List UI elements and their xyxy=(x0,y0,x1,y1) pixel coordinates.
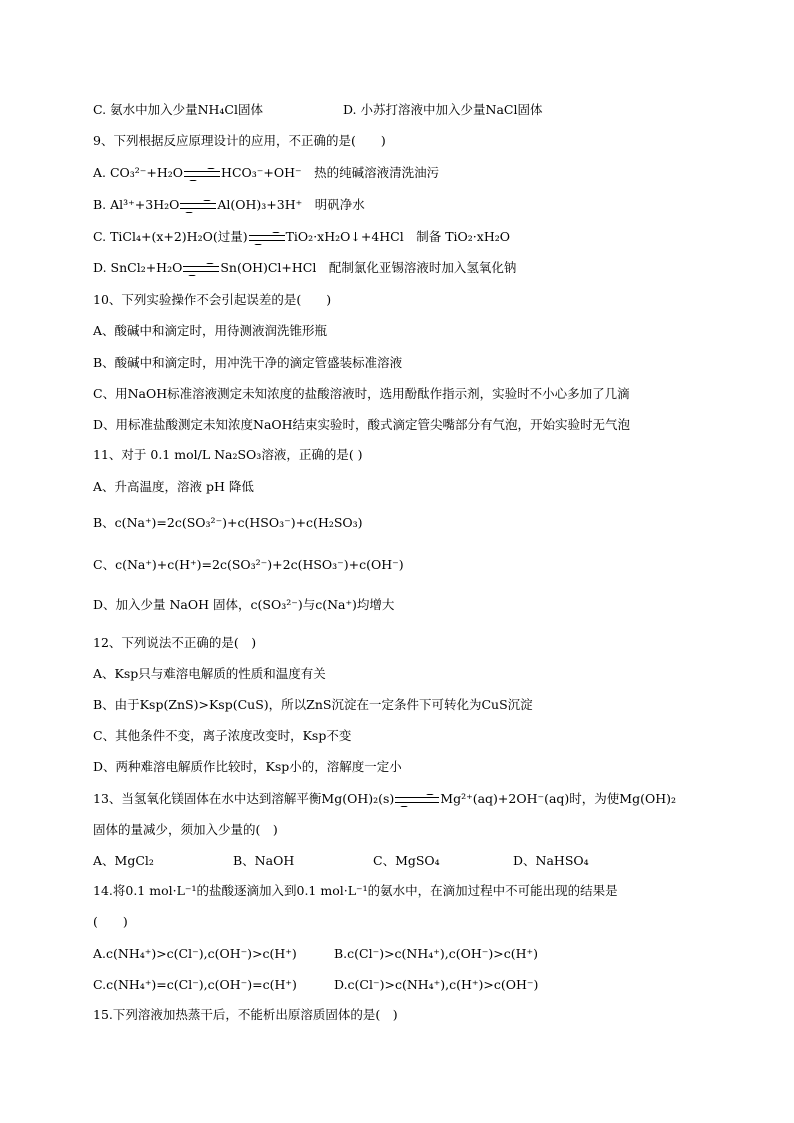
q9-c-reactants: C. TiCl₄+(x+2)H₂O(过量) xyxy=(93,229,248,244)
q9-option-c xyxy=(93,228,510,246)
q14-option-b: B.c(Cl⁻)>c(NH₄⁺),c(OH⁻)>c(H⁺) xyxy=(334,946,538,961)
q11-option-c: C、c(Na⁺)+c(H⁺)=2c(SO₃²⁻)+2c(HSO₃⁻)+c(OH⁻) xyxy=(93,557,404,572)
q13-option-b: B、NaOH xyxy=(233,853,295,868)
reversible-arrow-icon xyxy=(180,201,216,211)
q10-option-d: D、用标准盐酸测定未知浓度NaOH结束实验时，酸式滴定管尖嘴部分有气泡，开始实验时无气泡 xyxy=(93,417,631,432)
q13-stem-left: 13、当氢氧化镁固体在水中达到溶解平衡Mg(OH)₂(s) xyxy=(93,791,395,806)
q12-stem: 12、下列说法不正确的是( ) xyxy=(93,635,257,650)
q9-c-products: TiO₂·xH₂O↓+4HCl 制备 TiO₂·xH₂O xyxy=(285,229,510,244)
reversible-arrow-icon xyxy=(183,264,219,274)
q12-option-d: D、两种难溶电解质作比较时，Ksp小的，溶解度一定小 xyxy=(93,759,402,774)
q13-option-c: C、MgSO₄ xyxy=(373,853,440,868)
q9-a-products: HCO₃⁻+OH⁻ 热的纯碱溶液清洗油污 xyxy=(221,165,440,180)
q9-d-products: Sn(OH)Cl+HCl 配制氯化亚锡溶液时加入氢氧化钠 xyxy=(220,260,517,275)
q13-stem-2: 固体的量减少，须加入少量的( ) xyxy=(93,822,278,837)
q11-stem: 11、对于 0.1 mol/L Na₂SO₃溶液，正确的是( ) xyxy=(93,447,363,462)
q14-answer-paren: ( ) xyxy=(93,914,128,929)
q9-stem: 9、下列根据反应原理设计的应用，不正确的是( ) xyxy=(93,133,386,148)
q9-a-reactants: A. CO₃²⁻+H₂O xyxy=(93,165,184,180)
q14-options-row-2 xyxy=(93,976,538,994)
q8-option-c: C. 氨水中加入少量NH₄Cl固体 xyxy=(93,102,263,117)
q9-b-products: Al(OH)₃+3H⁺ 明矾净水 xyxy=(217,197,365,212)
q13-stem-right: Mg²⁺(aq)+2OH⁻(aq)时，为使Mg(OH)₂ xyxy=(440,791,677,806)
q8-option-d: D. 小苏打溶液中加入少量NaCl固体 xyxy=(342,102,543,117)
q12-option-c: C、其他条件不变，离子浓度改变时，Ksp不变 xyxy=(93,728,352,743)
q10-option-a: A、酸碱中和滴定时，用待测液润洗锥形瓶 xyxy=(93,323,328,338)
q11-option-b: B、c(Na⁺)=2c(SO₃²⁻)+c(HSO₃⁻)+c(H₂SO₃) xyxy=(93,515,363,530)
q12-option-a: A、Ksp只与难溶电解质的性质和温度有关 xyxy=(93,666,326,681)
q9-b-reactants: B. Al³⁺+3H₂O xyxy=(93,197,180,212)
q8-options xyxy=(93,101,542,119)
q13-option-a: A、MgCl₂ xyxy=(93,853,154,868)
q9-d-reactants: D. SnCl₂+H₂O xyxy=(93,260,183,275)
q14-option-a: A.c(NH₄⁺)>c(Cl⁻),c(OH⁻)>c(H⁺) xyxy=(93,946,297,961)
q14-options-row-1 xyxy=(93,945,538,963)
q13-options xyxy=(93,852,589,870)
reversible-arrow-icon xyxy=(249,233,285,243)
q14-option-d: D.c(Cl⁻)>c(NH₄⁺),c(H⁺)>c(OH⁻) xyxy=(334,977,539,992)
q9-option-b xyxy=(93,196,365,214)
q9-option-a xyxy=(93,164,439,182)
q14-option-c: C.c(NH₄⁺)=c(Cl⁻),c(OH⁻)=c(H⁺) xyxy=(93,977,297,992)
q10-option-c: C、用NaOH标准溶液测定未知浓度的盐酸溶液时，选用酚酞作指示剂，实验时不小心多加了几滴 xyxy=(93,386,630,401)
q9-option-d xyxy=(93,259,516,277)
q10-stem: 10、下列实验操作不会引起误差的是( ) xyxy=(93,292,332,307)
q11-option-a: A、升高温度，溶液 pH 降低 xyxy=(93,479,254,494)
q13-option-d: D、NaHSO₄ xyxy=(513,853,589,868)
q12-option-b: B、由于Ksp(ZnS)>Ksp(CuS)，所以ZnS沉淀在一定条件下可转化为CuS沉淀 xyxy=(93,697,533,712)
reversible-arrow-icon xyxy=(395,795,439,805)
q10-option-b: B、酸碱中和滴定时，用冲洗干净的滴定管盛装标准溶液 xyxy=(93,355,403,370)
q15-stem: 15.下列溶液加热蒸干后，不能析出原溶质固体的是( ) xyxy=(93,1007,398,1022)
q13-stem xyxy=(93,790,676,808)
q14-stem: 14.将0.1 mol·L⁻¹的盐酸逐滴加入到0.1 mol·L⁻¹的氨水中，在滴加过程中不可能出现的结果是 xyxy=(93,883,618,898)
q11-option-d: D、加入少量 NaOH 固体，c(SO₃²⁻)与c(Na⁺)均增大 xyxy=(93,597,395,612)
reversible-arrow-icon xyxy=(184,169,220,179)
